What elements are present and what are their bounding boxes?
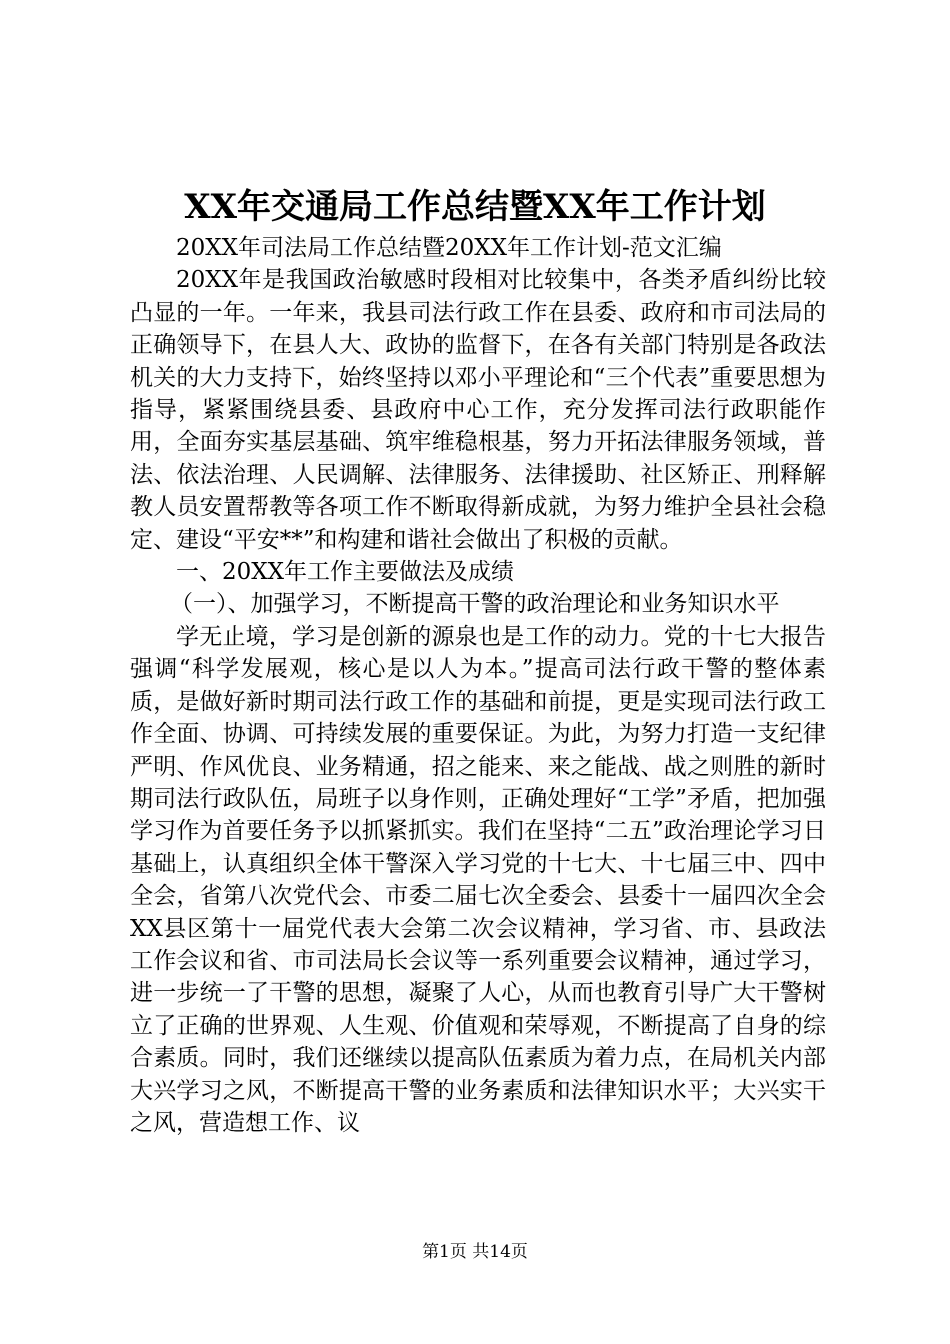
document-body [130,232,826,1139]
section-heading: 一、20XX年工作主要做法及成绩 [176,559,515,586]
subtitle-paragraph: 20XX年司法局工作总结暨20XX年工作计划-范文汇编 [176,235,722,261]
subsection-heading: （一）、加强学习，不断提高干警的政治理论和业务知识水平 [170,591,780,618]
document-title: XX年交通局工作总结暨XX年工作计划 [184,187,766,227]
page-number-footer: 第1页 共14页 [422,1242,528,1262]
body-paragraph: 学无止境，学习是创新的源泉也是工作的动力。党的十七大报告强调“科学发展观，核心是以人为本。”提高司法行政干警的整体素质，是做好新时期司法行政工作的基础和前提，更是实现司法行政工作全面、协调、可持续发展的重要保证。为此，为努力打造一支纪律严明、作风优良、业务精通，招之能来、来之能战、战之则胜的新时期司法行政队伍，局班子以身作则，正确处理好“工学”矛盾，把加强学习作为首要任务予以抓紧抓实。我们在坚持“二五”政治理论学习日基础上，认真组织全体干警深入学习党的十七大、十七届三中、四中全会，省第八次党代会、市委二届七次全委会、县委十一届四次全会XX县区第十一届党代表大会第二次会议精神，学习省、市、县政法工作会议和省、市司法局长会议等一系列重要会议精神，通过学习，进一步统一了干警的思想，凝聚了人心，从而也教育引导广大干警树立了正确的世界观、人生观、价值观和荣辱观，不断提高了自身的综合素质。同时，我们还继续以提高队伍素质为着力点，在局机关内部大兴学习之风，不断提高干警的业务素质和法律知识水平；大兴实干之风，营造想工作、议 [130,623,826,1136]
intro-paragraph: 20XX年是我国政治敏感时段相对比较集中，各类矛盾纠纷比较凸显的一年。一年来，我县司法行政工作在县委、政府和市司法局的正确领导下，在县人大、政协的监督下，在各有关部门特别是各政法机关的大力支持下，始终坚持以邓小平理论和“三个代表”重要思想为指导，紧紧围绕县委、县政府中心工作，充分发挥司法行政职能作用，全面夯实基层基础、筑牢维稳根基，努力开拓法律服务领域，普法、依法治理、人民调解、法律服务、法律援助、社区矫正、刑释解教人员安置帮教等各项工作不断取得新成就，为努力维护全县社会稳定、建设“平安**”和构建和谐社会做出了积极的贡献。 [130,267,826,553]
